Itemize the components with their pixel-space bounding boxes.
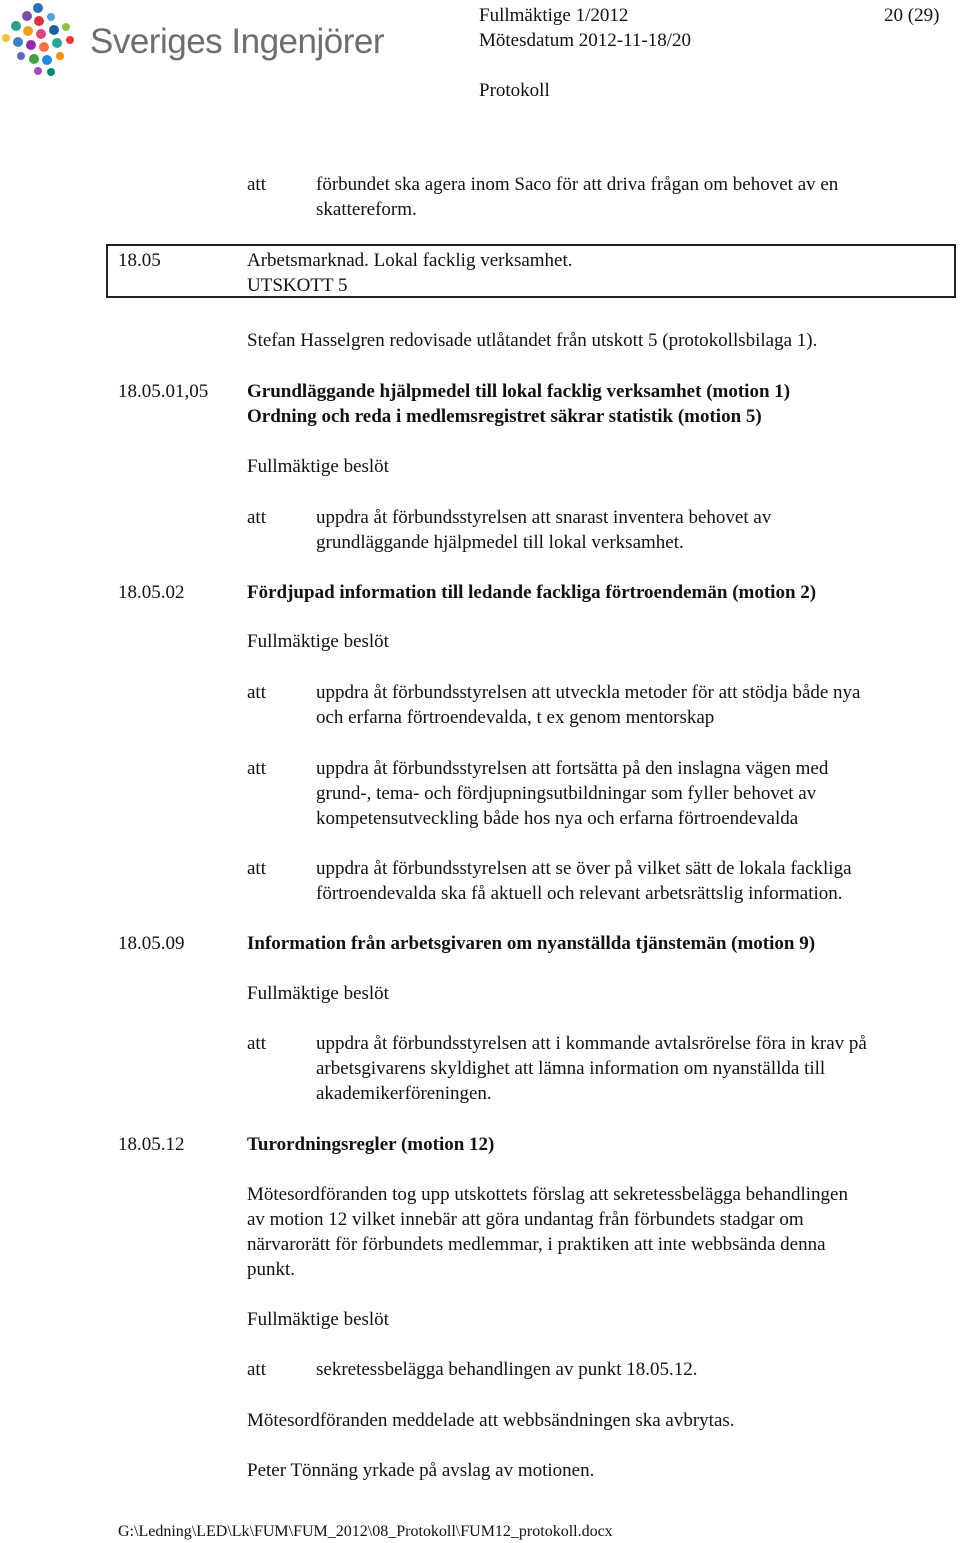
footer-file-path: G:\Ledning\LED\Lk\FUM\FUM_2012\08_Protokoll\FUM12_protokoll.docx [118, 1523, 613, 1540]
section-subtitle: UTSKOTT 5 [247, 275, 348, 296]
att-label: att [247, 174, 266, 195]
document-type: Protokoll [479, 80, 550, 101]
att-label: att [247, 682, 266, 703]
decision-line: förtroendevalda ska få aktuell och relevant arbetsrättslig information. [316, 883, 843, 904]
att-label: att [247, 1033, 266, 1054]
paragraph-line: Mötesordföranden tog upp utskottets förslag att sekretessbelägga behandlingen [247, 1184, 848, 1205]
logo-wordmark: Sveriges Ingenjörer [90, 22, 384, 61]
att-label: att [247, 758, 266, 779]
item-title: Grundläggande hjälpmedel till lokal facklig verksamhet (motion 1) [247, 381, 791, 402]
item-number: 18.05.01,05 [118, 381, 209, 402]
logo-dots-icon [0, 0, 90, 84]
intro-line: skattereform. [316, 199, 417, 220]
decision-line: uppdra åt förbundsstyrelsen att utveckla metoder för att stödja både nya [316, 682, 861, 703]
sveriges-ingenjorer-logo [0, 0, 400, 84]
item-number: 18.05.12 [118, 1134, 185, 1155]
item-title: Fördjupad information till ledande fackliga förtroendemän (motion 2) [247, 582, 817, 603]
att-label: att [247, 1359, 266, 1380]
item-number: 18.05.09 [118, 933, 185, 954]
decision-line: kompetensutveckling både hos nya och erfarna förtroendevalda [316, 808, 799, 829]
att-label: att [247, 507, 266, 528]
att-label: att [247, 858, 266, 879]
paragraph-line: punkt. [247, 1259, 296, 1280]
decision-line: arbetsgivarens skyldighet att lämna information om nyanställda till [316, 1058, 826, 1079]
decision-line: akademikerföreningen. [316, 1083, 492, 1104]
item-title: Information från arbetsgivaren om nyanställda tjänstemän (motion 9) [247, 933, 816, 954]
decision-line: grund-, tema- och fördjupningsutbildningar som fyller behovet av [316, 783, 817, 804]
decision-heading: Fullmäktige beslöt [247, 1309, 389, 1330]
item-title: Ordning och reda i medlemsregistret säkrar statistik (motion 5) [247, 406, 762, 427]
paragraph-line: närvarorätt för förbundets medlemmar, i praktiken att inte webbsända denna [247, 1234, 826, 1255]
decision-line: grundläggande hjälpmedel till lokal verksamhet. [316, 532, 684, 553]
decision-line: uppdra åt förbundsstyrelsen att se över på vilket sätt de lokala fackliga [316, 858, 852, 879]
decision-line: uppdra åt förbundsstyrelsen att i kommande avtalsrörelse föra in krav på [316, 1033, 867, 1054]
section-title: Arbetsmarknad. Lokal facklig verksamhet. [247, 250, 573, 271]
item-title: Turordningsregler (motion 12) [247, 1134, 495, 1155]
section-report: Stefan Hasselgren redovisade utlåtandet från utskott 5 (protokollsbilaga 1). [247, 330, 818, 351]
meeting-name: Fullmäktige 1/2012 [479, 5, 629, 26]
meeting-date: Mötesdatum 2012-11-18/20 [479, 30, 691, 51]
decision-heading: Fullmäktige beslöt [247, 456, 389, 477]
page-number: 20 (29) [884, 5, 940, 26]
decision-line: och erfarna förtroendevalda, t ex genom mentorskap [316, 707, 715, 728]
item-number: 18.05.02 [118, 582, 185, 603]
paragraph-line: av motion 12 vilket innebär att göra undantag från förbundets stadgar om [247, 1209, 804, 1230]
decision-line: sekretessbelägga behandlingen av punkt 18.05.12. [316, 1359, 698, 1380]
decision-line: uppdra åt förbundsstyrelsen att snarast inventera behovet av [316, 507, 772, 528]
paragraph: Mötesordföranden meddelade att webbsändningen ska avbrytas. [247, 1410, 735, 1431]
intro-line: förbundet ska agera inom Saco för att driva frågan om behovet av en [316, 174, 839, 195]
section-number: 18.05 [118, 250, 161, 271]
decision-heading: Fullmäktige beslöt [247, 631, 389, 652]
decision-line: uppdra åt förbundsstyrelsen att fortsätta på den inslagna vägen med [316, 758, 829, 779]
decision-heading: Fullmäktige beslöt [247, 983, 389, 1004]
paragraph: Peter Tönnäng yrkade på avslag av motionen. [247, 1460, 595, 1481]
